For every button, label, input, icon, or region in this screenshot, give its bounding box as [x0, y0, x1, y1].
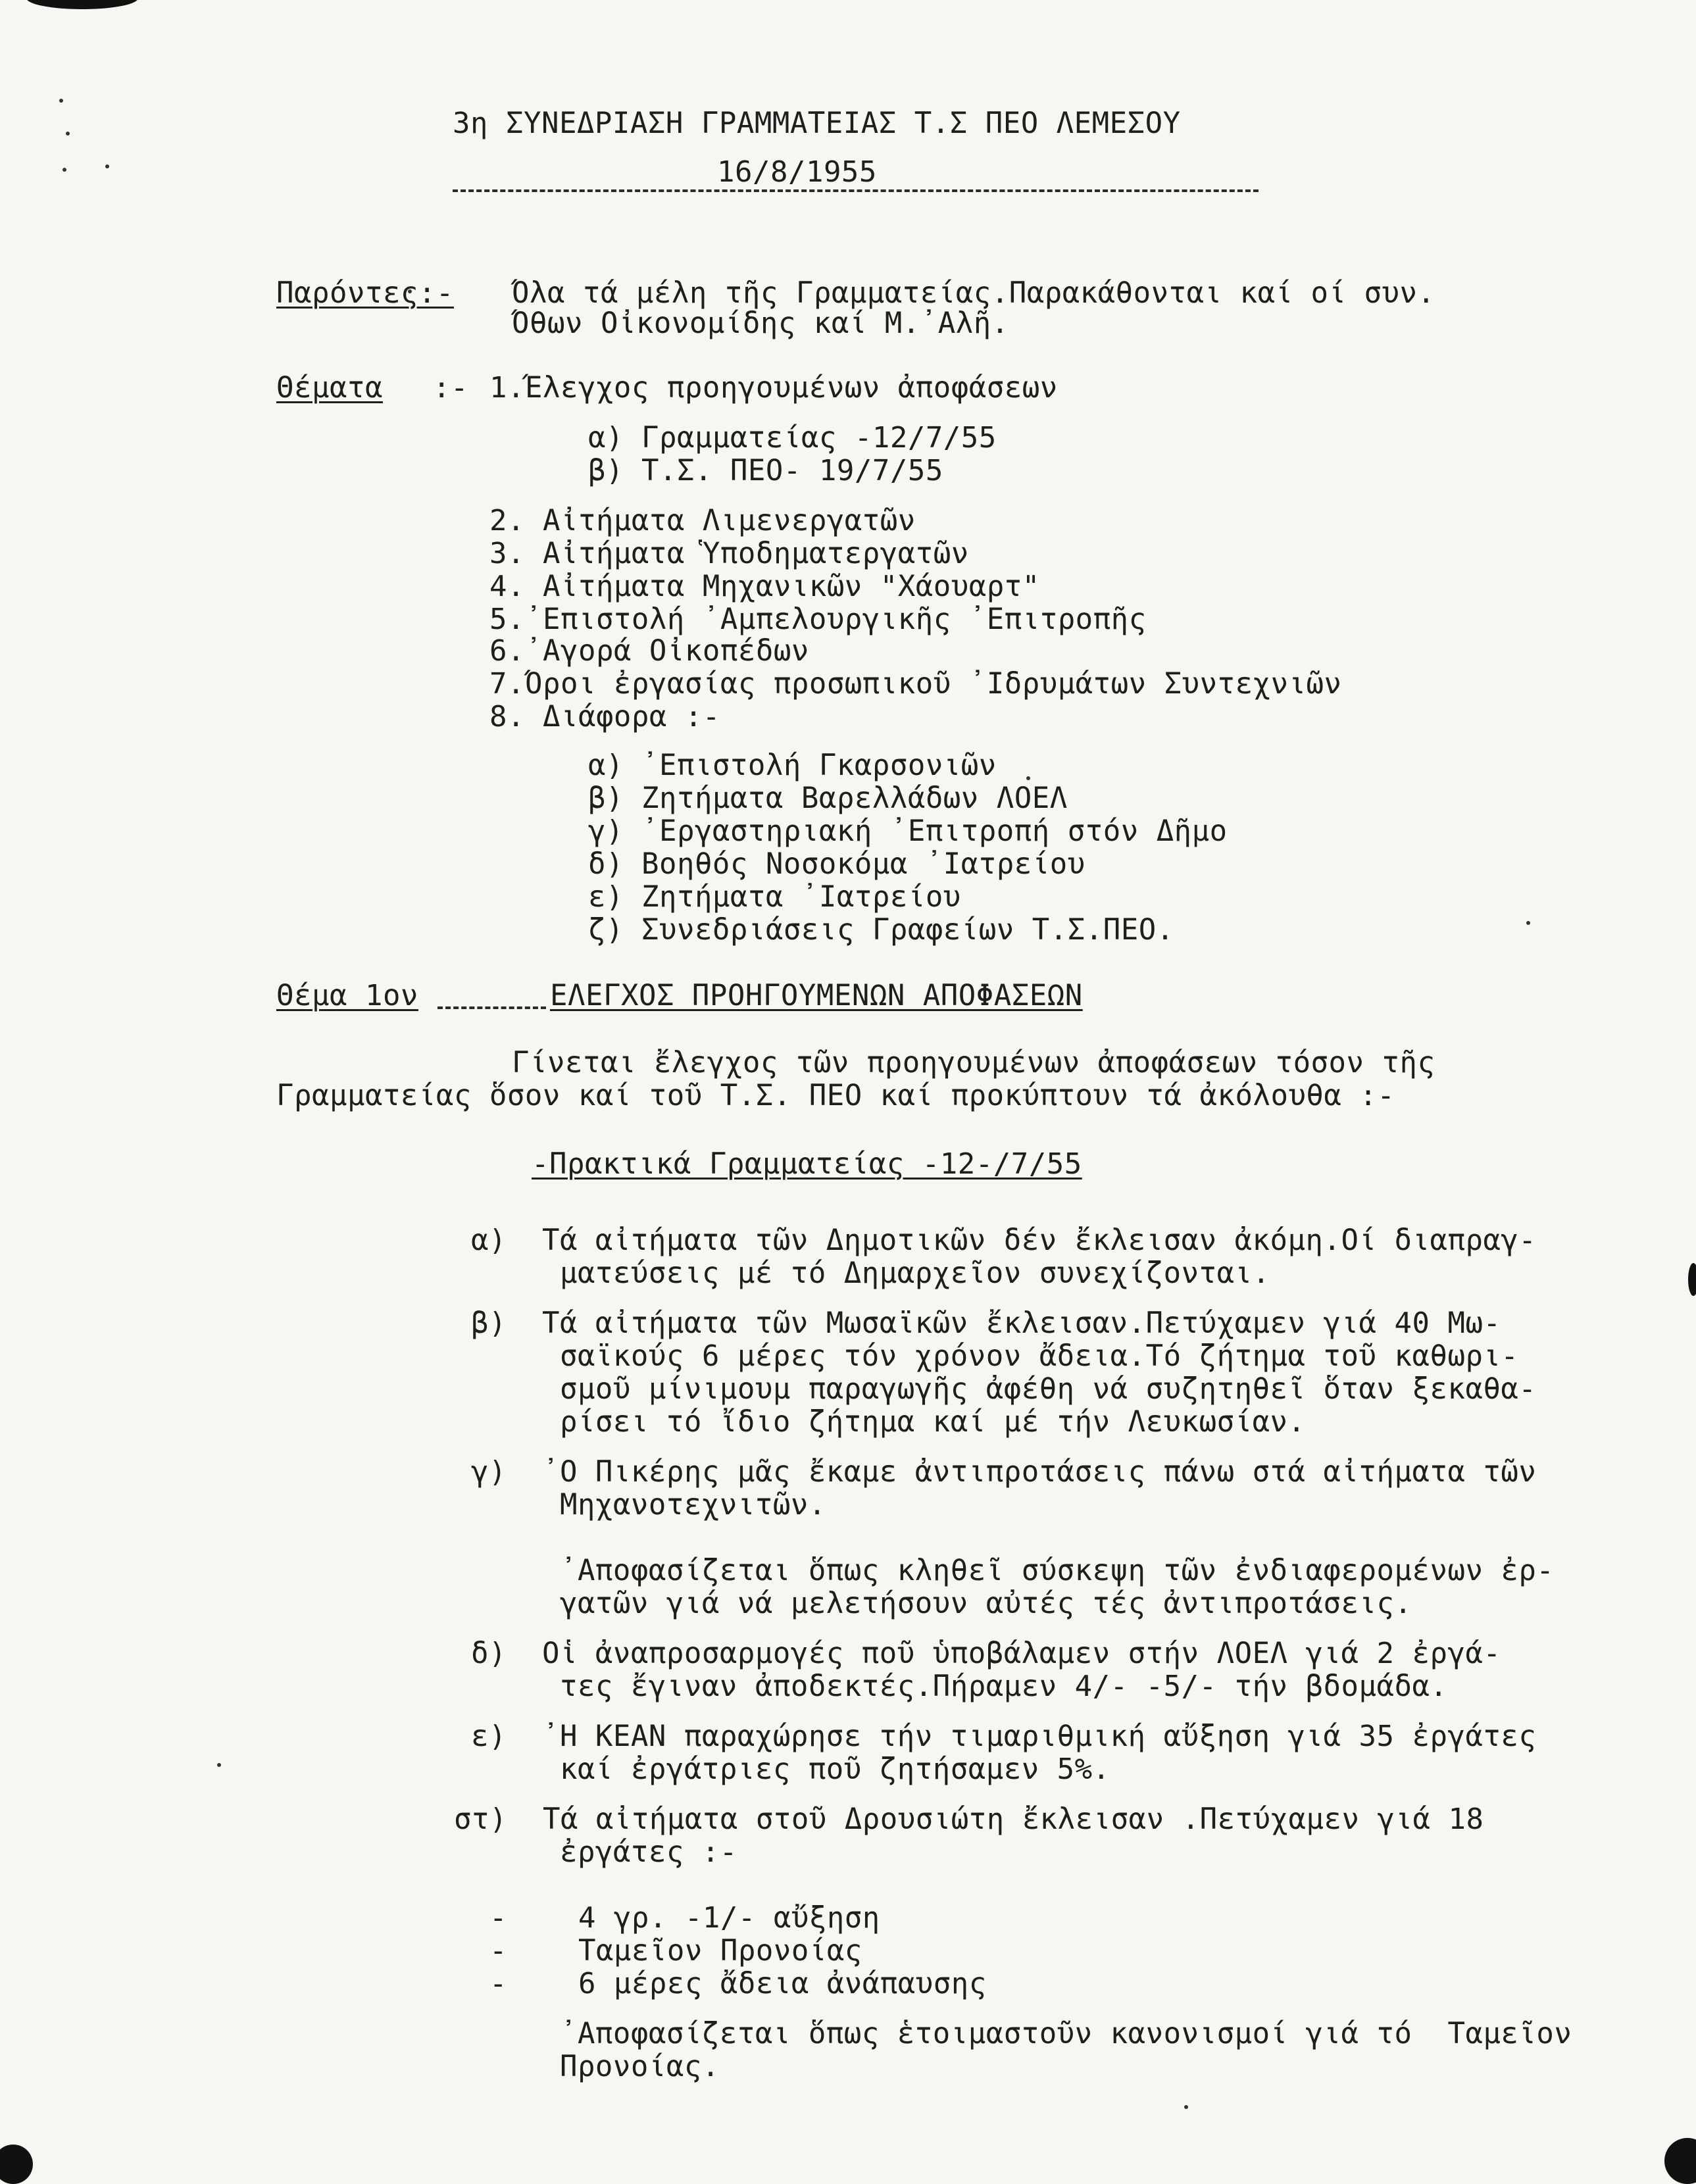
- minutes-line: ᾽Αποφασίζεται ὅπως κληθεῖ σύσκεψη τῶν ἐνδιαφερομένων ἐρ-: [471, 1554, 1555, 1587]
- minutes-line: ἐργάτες :-: [471, 1835, 737, 1869]
- margin-speck: [217, 1763, 221, 1767]
- section-subheading: -Πρακτικά Γραμματείας -12-/7/55: [532, 1147, 1082, 1181]
- document-date: 16/8/1955: [709, 155, 885, 189]
- topic-subitem: α) Γραμματείας -12/7/55: [588, 421, 997, 455]
- document-title: 3η ΣΥΝΕΔΡΙΑΣΗ ΓΡΑΜΜΑΤΕΙΑΣ Τ.Σ ΠΕΟ ΛΕΜΕΣΟΥ: [453, 107, 1181, 140]
- section-leader: [437, 1006, 546, 1009]
- minutes-bullet: - Ταμεῖον Προνοίας: [489, 1934, 862, 1968]
- margin-speck: [1526, 921, 1530, 925]
- section-heading: ΕΛΕΓΧΟΣ ΠΡΟΗΓΟΥΜΕΝΩΝ ΑΠΟΦΑΣΕΩΝ: [550, 979, 1083, 1012]
- topic-item: 7.Όροι ἐργασίας προσωπικοῦ ᾽Ιδρυμάτων Συντεχνιῶν: [489, 667, 1342, 701]
- topic-subitem: ε) Ζητήματα ᾽Ιατρείου: [588, 880, 961, 914]
- minutes-line: α) Τά αἰτήματα τῶν Δημοτικῶν δέν ἔκλεισαν ἀκόμη.Οί διαπραγ-: [471, 1224, 1537, 1257]
- margin-speck: [59, 99, 63, 103]
- section-label: Θέμα 1ον: [276, 979, 418, 1012]
- present-line: Όθων Οἰκονομίδης καί Μ.᾽Αλῆ.: [512, 307, 1009, 340]
- topics-separator: :-: [433, 371, 468, 405]
- minutes-line: καί ἐργάτριες ποῦ ζητήσαμεν 5%.: [471, 1752, 1110, 1786]
- minutes-line: ε) ᾽Η ΚΕΑΝ παραχώρησε τήν τιμαριθμική αὔξηση γιά 35 ἐργάτες: [471, 1720, 1537, 1753]
- topic-item: 8. Διάφορα :-: [489, 700, 720, 733]
- topic-item: 2. Αἰτήματα Λιμενεργατῶν: [489, 504, 916, 537]
- minutes-line: σαϊκούς 6 μέρες τόν χρόνον ἄδεια.Τό ζήτημα τοῦ καθωρι-: [471, 1339, 1519, 1373]
- present-line: Όλα τά μέλη τῆς Γραμματείας.Παρακάθονται καί οί συν.: [512, 276, 1435, 310]
- topic-item: 5.᾽Επιστολή ᾽Αμπελουργικῆς ᾽Επιτροπῆς: [489, 603, 1147, 636]
- topic-subitem: β) Τ.Σ. ΠΕΟ- 19/7/55: [588, 454, 943, 487]
- edge-blot: [1688, 1263, 1696, 1296]
- margin-speck: [1026, 776, 1030, 780]
- section-intro: Γίνεται ἔλεγχος τῶν προηγουμένων ἀποφάσεων τόσον τῆς: [512, 1046, 1435, 1080]
- minutes-line: δ) Οἱ ἀναπροσαρμογές ποῦ ὑποβάλαμεν στήν ΛΟΕΛ γιά 2 ἐργά-: [471, 1637, 1501, 1670]
- minutes-line: σμοῦ μίνιμουμ παραγωγῆς ἀφέθη νά συζητηθεῖ ὅταν ξεκαθα-: [471, 1372, 1537, 1406]
- topics-label: Θέματα: [276, 371, 383, 405]
- minutes-bullet: - 4 γρ. -1/- αὔξηση: [489, 1901, 880, 1935]
- topic-subitem: δ) Βοηθός Νοσοκόμα ᾽Ιατρείου: [588, 847, 1085, 881]
- minutes-line: γατῶν γιά νά μελετήσουν αὐτές τές ἀντιπροτάσεις.: [471, 1587, 1412, 1620]
- margin-speck: [66, 132, 70, 136]
- corner-blot: [1664, 2138, 1696, 2184]
- margin-speck: [105, 164, 109, 168]
- minutes-bullet: - 6 μέρες ἄδεια ἀνάπαυσης: [489, 1967, 987, 2000]
- minutes-line: ᾽Αποφασίζεται ὅπως ἑτοιμαστοῦν κανονισμοί γιά τό Ταμεῖον: [471, 2017, 1572, 2050]
- topic-subitem: ζ) Συνεδριάσεις Γραφείων Τ.Σ.ΠΕΟ.: [588, 913, 1174, 947]
- minutes-line: Προνοίας.: [471, 2050, 720, 2083]
- margin-speck: [62, 168, 66, 172]
- margin-speck: [1184, 2105, 1188, 2109]
- minutes-line: γ) ᾽Ο Πικέρης μᾶς ἔκαμε ἀντιπροτάσεις πάνω στά αἰτήματα τῶν: [471, 1455, 1537, 1489]
- minutes-line: στ) Τά αἰτήματα στοῦ Δρουσιώτη ἔκλεισαν .Πετύχαμεν γιά 18: [454, 1802, 1484, 1836]
- topic-item: 6.᾽Αγορά Οἰκοπέδων: [489, 634, 809, 668]
- topic-item: 3. Αἰτήματα Ὑποδηματεργατῶν: [489, 537, 969, 570]
- topic-item: 1.Έλεγχος προηγουμένων ἀποφάσεων: [489, 371, 1058, 405]
- section-intro: Γραμματείας ὅσον καί τοῦ Τ.Σ. ΠΕΟ καί προκύπτουν τά ἀκόλουθα :-: [276, 1079, 1395, 1112]
- minutes-line: ματεύσεις μέ τό Δημαρχεῖον συνεχίζονται.: [471, 1256, 1270, 1290]
- present-label: Παρόντες:-: [276, 276, 454, 310]
- corner-blot: [0, 2145, 33, 2184]
- topic-subitem: β) Ζητήματα Βαρελλάδων ΛΟΕΛ: [588, 782, 1068, 815]
- topic-subitem: γ) ᾽Εργαστηριακή ᾽Επιτροπή στόν Δῆμο: [588, 814, 1228, 848]
- minutes-line: β) Τά αἰτήματα τῶν Μωσαϊκῶν ἔκλεισαν.Πετύχαμεν γιά 40 Μω-: [471, 1306, 1501, 1340]
- corner-blot: [26, 0, 138, 9]
- minutes-line: Μηχανοτεχνιτῶν.: [471, 1488, 826, 1522]
- minutes-line: τες ἔγιναν ἀποδεκτές.Πήραμεν 4/- -5/- τήν βδομάδα.: [471, 1670, 1448, 1703]
- topic-item: 4. Αἰτήματα Μηχανικῶν "Χάουαρτ": [489, 570, 1040, 603]
- minutes-line: ρίσει τό ἴδιο ζήτημα καί μέ τήν Λευκωσίαν.: [471, 1405, 1306, 1439]
- topic-subitem: α) ᾽Επιστολή Γκαρσονιῶν: [588, 749, 997, 782]
- header-rule: [453, 189, 1259, 192]
